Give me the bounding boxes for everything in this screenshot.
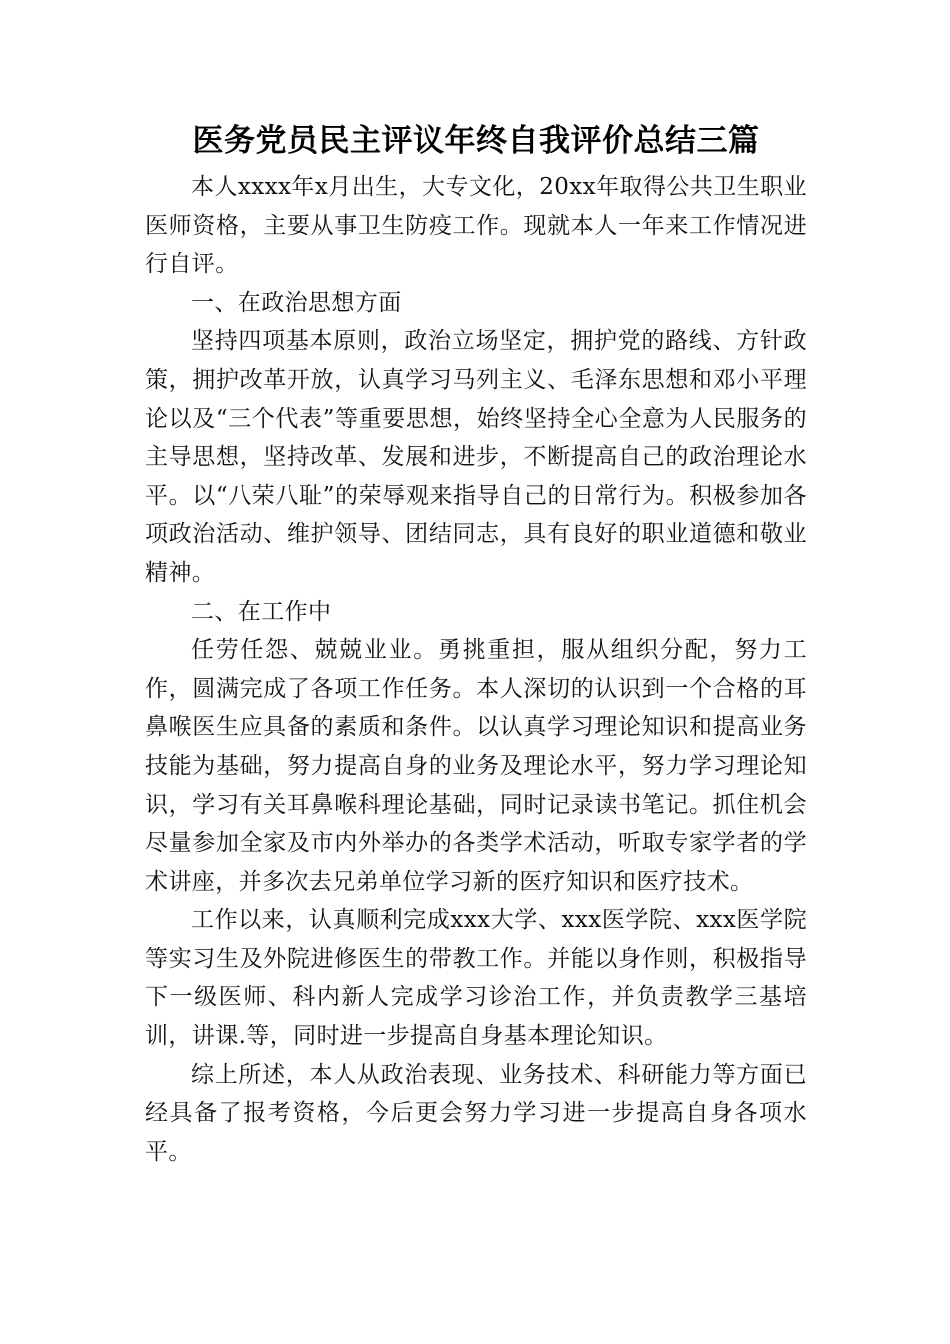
paragraph-work: 任劳任怨、兢兢业业。勇挑重担，服从组织分配，努力工作，圆满完成了各项工作任务。本人深切的认识到一个合格的耳鼻喉医生应具备的素质和条件。以认真学习理论知识和提高业务技能为基础，努力提高自身的业务及理论水平，努力学习理论知识，学习有关耳鼻喉科理论基础，同时记录读书笔记。抓住机会尽量参加全家及市内外举办的各类学术活动，听取专家学者的学术讲座，并多次去兄弟单位学习新的医疗知识和医疗技术。 [145, 637, 807, 895]
paragraph-political: 坚持四项基本原则，政治立场坚定，拥护党的路线、方针政策，拥护改革开放，认真学习马列主义、毛泽东思想和邓小平理论以及“三个代表”等重要思想，始终坚持全心全意为人民服务的主导思想，坚持改革、发展和进步，不断提高自己的政治理论水平。以“八荣八耻”的荣辱观来指导自己的日常行为。积极参加各项政治活动、维护领导、团结同志，具有良好的职业道德和敬业精神。 [145, 328, 807, 586]
section-heading-political: 一、在政治思想方面 [191, 289, 402, 316]
paragraph-intro: 本人xxxx年x月出生，大专文化，20xx年取得公共卫生职业医师资格，主要从事卫生防疫工作。现就本人一年来工作情况进行自评。 [145, 174, 807, 278]
section-heading-work: 二、在工作中 [191, 598, 332, 625]
paragraph-teaching: 工作以来，认真顺利完成xxx大学、xxx医学院、xxx医学院等实习生及外院进修医生的带教工作。并能以身作则，积极指导下一级医师、科内新人完成学习诊治工作，并负责教学三基培训，讲课.等，同时进一步提高自身基本理论知识。 [145, 907, 807, 1050]
paragraph-summary: 综上所述，本人从政治表现、业务技术、科研能力等方面已经具备了报考资格，今后更会努力学习进一步提高自身各项水平。 [145, 1061, 807, 1165]
document-body [145, 118, 807, 1171]
document-title: 医务党员民主评议年终自我评价总结三篇 [192, 123, 760, 159]
